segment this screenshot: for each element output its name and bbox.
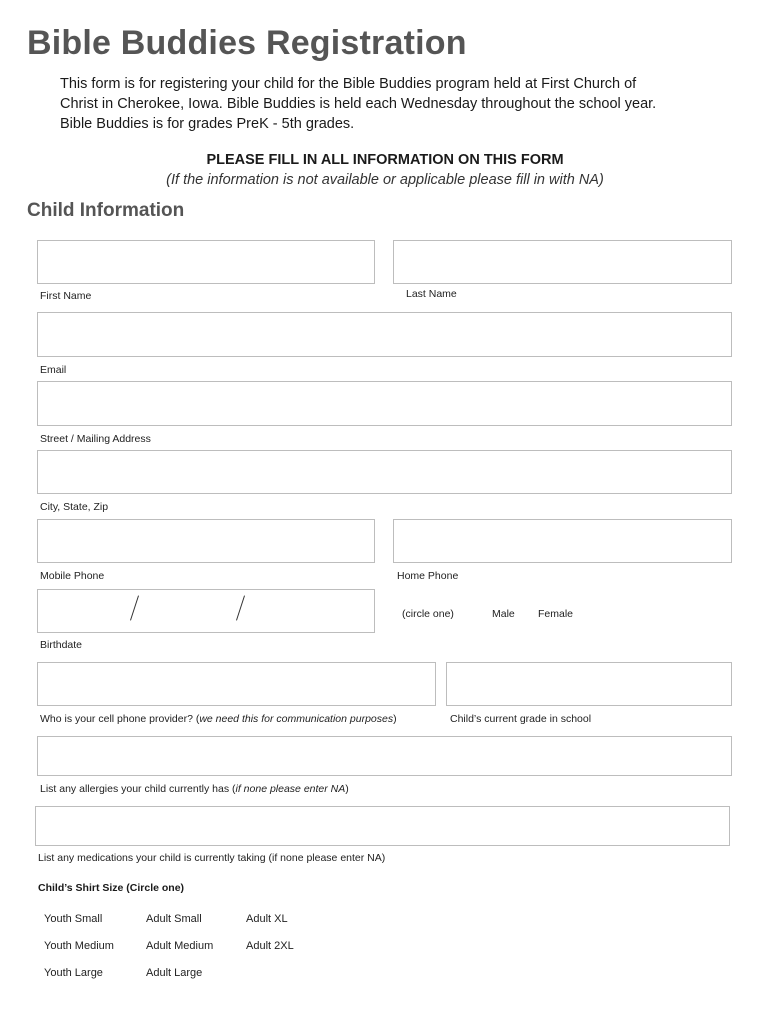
notice-subtext: (If the information is not available or applicable please fill in with NA) — [166, 172, 604, 188]
grade-field[interactable] — [446, 662, 732, 706]
birthdate-field[interactable] — [37, 589, 375, 633]
shirt-option-youth-small[interactable]: Youth Small — [44, 913, 103, 925]
allergies-label-text: List any allergies your child currently has ( — [40, 783, 236, 795]
street-address-field[interactable] — [37, 381, 732, 426]
intro-line: Christ in Cherokee, Iowa. Bible Buddies is held each Wednesday throughout the school year. — [60, 96, 657, 112]
allergies-field[interactable] — [37, 736, 732, 776]
city-state-zip-field[interactable] — [37, 450, 732, 494]
medications-field[interactable] — [35, 806, 730, 846]
cell-provider-label — [40, 713, 397, 725]
page-title: Bible Buddies Registration — [27, 24, 467, 62]
allergies-label-end: ) — [345, 783, 349, 795]
cell-provider-label-text: Who is your cell phone provider? ( — [40, 713, 200, 725]
shirt-option-adult-2xl[interactable]: Adult 2XL — [246, 940, 294, 952]
gender-option-female[interactable]: Female — [538, 608, 574, 620]
last-name-field[interactable] — [393, 240, 732, 284]
medications-label: List any medications your child is currently taking (if none please enter NA) — [38, 852, 386, 864]
allergies-label-note: if none please enter NA — [235, 783, 346, 795]
cell-provider-label-end: ) — [393, 713, 397, 725]
birthdate-label: Birthdate — [40, 639, 83, 651]
mobile-phone-label: Mobile Phone — [40, 570, 105, 582]
email-label: Email — [40, 364, 67, 376]
mobile-phone-field[interactable] — [37, 519, 375, 563]
home-phone-label: Home Phone — [397, 570, 459, 582]
gender-option-male[interactable]: Male — [492, 608, 515, 620]
intro-paragraph — [60, 74, 710, 134]
first-name-label: First Name — [40, 290, 92, 302]
email-field[interactable] — [37, 312, 732, 357]
shirt-option-adult-large[interactable]: Adult Large — [146, 967, 203, 979]
shirt-option-adult-medium[interactable]: Adult Medium — [146, 940, 214, 952]
last-name-label: Last Name — [406, 288, 457, 300]
shirt-option-youth-large[interactable]: Youth Large — [44, 967, 103, 979]
street-address-label: Street / Mailing Address — [40, 433, 151, 445]
shirt-size-heading: Child’s Shirt Size (Circle one) — [38, 882, 185, 894]
grade-label: Child’s current grade in school — [450, 713, 592, 725]
intro-line: Bible Buddies is for grades PreK - 5th grades. — [60, 116, 355, 132]
city-state-zip-label: City, State, Zip — [40, 501, 109, 513]
shirt-option-adult-small[interactable]: Adult Small — [146, 913, 202, 925]
shirt-option-youth-medium[interactable]: Youth Medium — [44, 940, 114, 952]
intro-line: This form is for registering your child for the Bible Buddies program held at First Church of — [60, 76, 637, 92]
section-title-child-information: Child Information — [27, 200, 185, 221]
cell-provider-label-note: we need this for communication purposes — [199, 713, 394, 725]
first-name-field[interactable] — [37, 240, 375, 284]
shirt-option-adult-xl[interactable]: Adult XL — [246, 913, 288, 925]
allergies-label — [40, 783, 349, 795]
gender-circle-one-label: (circle one) — [402, 608, 454, 620]
home-phone-field[interactable] — [393, 519, 732, 563]
notice-heading: PLEASE FILL IN ALL INFORMATION ON THIS FORM — [206, 152, 564, 168]
cell-provider-field[interactable] — [37, 662, 436, 706]
